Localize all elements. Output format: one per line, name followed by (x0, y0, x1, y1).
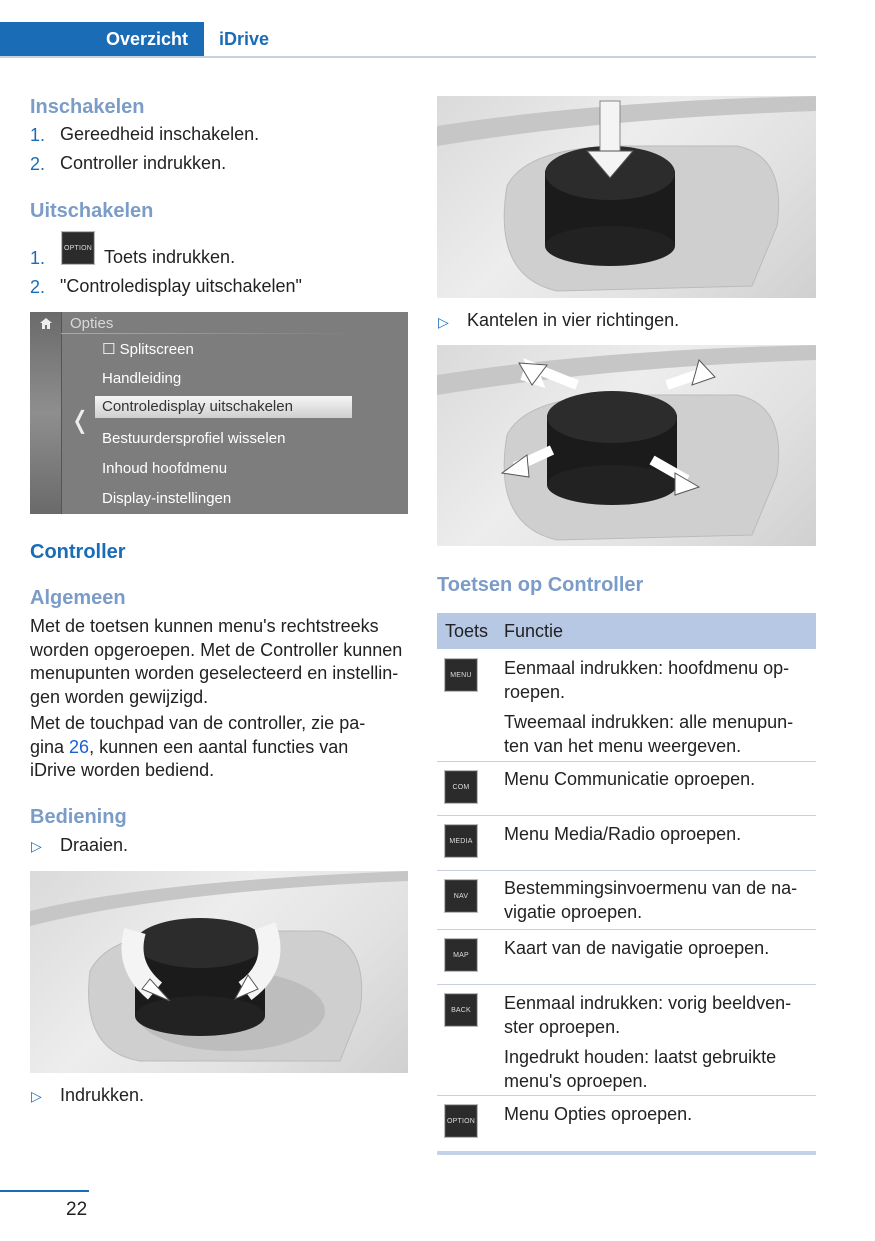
table-row: Menu Opties oproepen. (504, 1104, 693, 1124)
option-key-icon: OPTION (61, 231, 95, 265)
step-text: Gereedheid inschakelen. (60, 124, 260, 144)
bediening-heading: Bediening (30, 806, 127, 828)
home-icon (39, 317, 53, 330)
table-header (437, 613, 816, 649)
controller-rotate-image (30, 871, 408, 1073)
toetsen-heading: Toetsen op Controller (437, 574, 644, 596)
header-section-block (0, 22, 204, 57)
options-screen-image (30, 312, 408, 514)
table-row: Kaart van de navigatie oproepen. (504, 938, 770, 958)
operation-press: Indrukken. (60, 1085, 145, 1105)
option-key-icon: OPTION (444, 1104, 478, 1138)
step-number: 2. (30, 277, 46, 297)
screen-sidebar (30, 312, 62, 514)
menu-item-controledisplay: Controledisplay uitschakelen (102, 398, 293, 415)
menu-item-hoofdmenu: Inhoud hoofdmenu (102, 460, 228, 477)
screen-title-divider (61, 333, 361, 334)
menu-item-splitscreen: ☐ Splitscreen (102, 341, 194, 358)
row-divider (437, 1095, 816, 1096)
menu-key-icon: MENU (444, 658, 478, 692)
table-bottom-border (437, 1151, 816, 1155)
header-tab-title: iDrive (219, 29, 270, 49)
table-row: Bestemmingsinvoermenu van de na- vigatie oproepen. (504, 878, 798, 922)
step-text: Controller indrukken. (60, 153, 227, 173)
map-key-icon: MAP (444, 938, 478, 972)
column-header-key: Toets (445, 621, 489, 641)
table-row: Menu Communicatie oproepen. (504, 769, 756, 789)
controller-tilt-image (437, 345, 816, 546)
column-header-function: Functie (504, 621, 564, 641)
page-link[interactable]: 26 (69, 736, 90, 757)
algemeen-heading: Algemeen (30, 587, 126, 609)
table-row: Eenmaal indrukken: hoofdmenu op- roepen. Tweemaal indrukken: alle menupun- ten van het menu weergeven. (504, 658, 794, 756)
uitschakelen-heading: Uitschakelen (30, 200, 154, 222)
algemeen-paragraph-2: Met de touchpad van de controller, zie pa- gina 26, kunnen een aantal functies van iDrive worden bediend. (30, 713, 366, 780)
step-text: "Controledisplay uitschakelen" (60, 276, 302, 296)
inschakelen-heading: Inschakelen (30, 96, 145, 118)
com-key-icon: COM (444, 770, 478, 804)
row-divider (437, 870, 816, 871)
step-number: 1. (30, 125, 46, 145)
row-divider (437, 929, 816, 930)
menu-item-profiel: Bestuurdersprofiel wisselen (102, 430, 286, 447)
nav-key-icon: NAV (444, 879, 478, 913)
media-key-icon: MEDIA (444, 824, 478, 858)
controller-heading: Controller (30, 541, 126, 563)
menu-item-selected (95, 396, 352, 418)
bullet-icon: ▷ (31, 838, 42, 854)
header-section-title: Overzicht (105, 29, 188, 49)
menu-item-display: Display-instellingen (102, 490, 232, 507)
page-number: 22 (66, 1199, 88, 1220)
footer-divider (0, 1190, 89, 1192)
table-row: Eenmaal indrukken: vorig beeldven- ster oproepen. Ingedrukt houden: laatst gebruikte menu's oproepen. (504, 993, 792, 1091)
step-text: Toets indrukken. (104, 247, 236, 267)
back-chevron-icon: ❬ (70, 407, 91, 434)
algemeen-paragraph-1: Met de toetsen kunnen menu's rechtstreeks worden opgeroepen. Met de Controller kunnen menupunten worden geselecteerd en instellin- gen worden gewijzigd. (30, 616, 403, 707)
row-divider (437, 815, 816, 816)
bullet-icon: ▷ (31, 1088, 42, 1104)
step-number: 1. (30, 248, 46, 268)
row-divider (437, 984, 816, 985)
table-row: Menu Media/Radio oproepen. (504, 824, 742, 844)
row-divider (437, 761, 816, 762)
screen-title: Opties (70, 315, 114, 332)
bullet-icon: ▷ (438, 314, 449, 330)
header-divider (0, 56, 816, 58)
menu-item-handleiding: Handleiding (102, 370, 182, 387)
back-key-icon: BACK (444, 993, 478, 1027)
operation-rotate: Draaien. (60, 835, 129, 855)
controller-press-image (437, 96, 816, 298)
operation-tilt: Kantelen in vier richtingen. (467, 310, 680, 330)
step-number: 2. (30, 154, 46, 174)
